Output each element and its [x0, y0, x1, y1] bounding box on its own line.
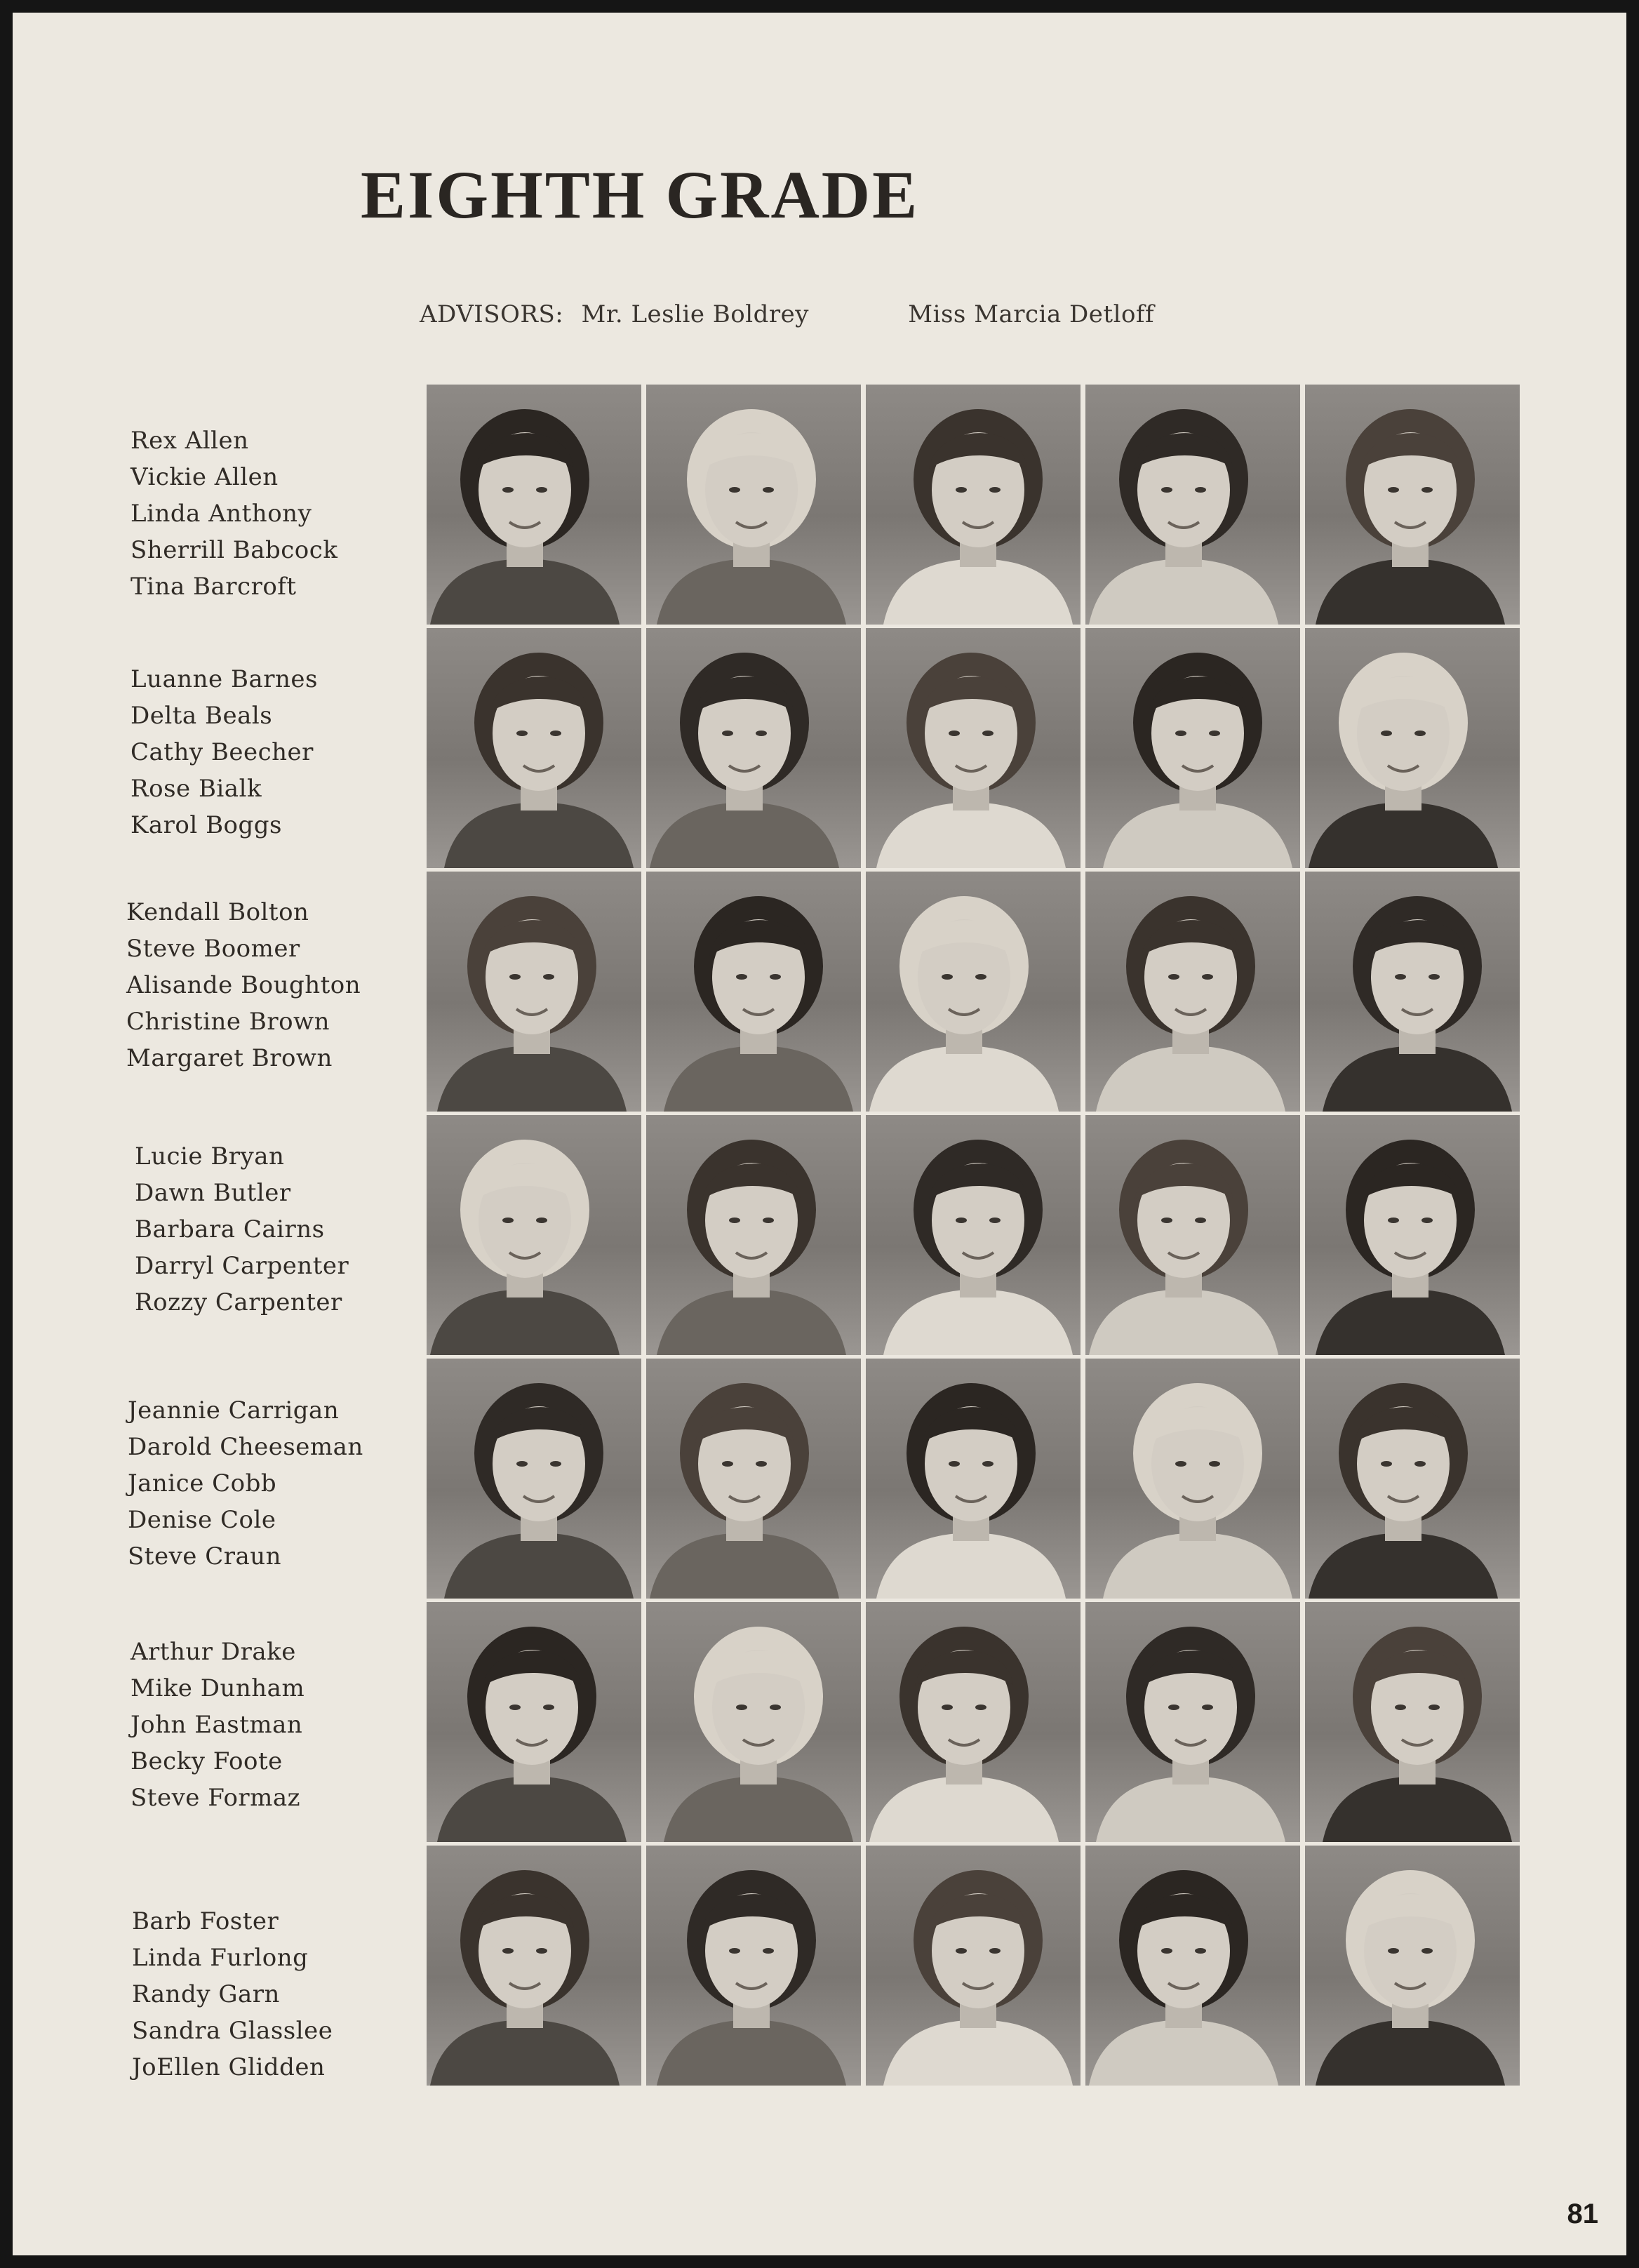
student-name: Tina Barcroft [131, 573, 297, 601]
student-name: Rex Allen [131, 427, 249, 455]
student-name: Randy Garn [132, 1980, 280, 2008]
student-name: Luanne Barnes [131, 665, 318, 693]
student-name: Rose Bialk [131, 775, 262, 803]
student-name: Rozzy Carpenter [135, 1288, 342, 1316]
student-portrait [1085, 872, 1300, 1112]
student-name: Karol Boggs [131, 811, 283, 839]
student-name: Sherrill Babcock [131, 536, 338, 564]
name-list-row-2 [131, 661, 425, 843]
student-portrait [1085, 1846, 1300, 2086]
page-title: EIGHTH GRADE [361, 157, 920, 232]
student-portrait [1305, 628, 1520, 868]
student-name: Margaret Brown [126, 1044, 333, 1072]
student-portrait [646, 385, 861, 625]
name-list-row-3 [126, 894, 421, 1076]
student-portrait [427, 872, 641, 1112]
student-name: Steve Boomer [126, 935, 300, 963]
student-portrait [427, 1602, 641, 1842]
student-portrait [646, 1846, 861, 2086]
student-portrait [1305, 1115, 1520, 1355]
student-portrait [866, 872, 1081, 1112]
student-name: Sandra Glasslee [132, 2017, 333, 2045]
student-portrait [1085, 1115, 1300, 1355]
student-portrait [1085, 1602, 1300, 1842]
student-name: John Eastman [131, 1711, 303, 1739]
student-portrait [866, 1602, 1081, 1842]
student-name: Denise Cole [128, 1506, 276, 1534]
student-portrait [1305, 1602, 1520, 1842]
student-name: Becky Foote [131, 1747, 283, 1775]
student-portrait [866, 385, 1081, 625]
name-list-row-1 [131, 422, 425, 605]
student-name: Janice Cobb [128, 1469, 277, 1497]
student-name: Linda Anthony [131, 500, 312, 528]
student-portrait [1305, 1359, 1520, 1599]
student-name: Alisande Boughton [126, 971, 361, 999]
student-name: Barbara Cairns [135, 1215, 325, 1243]
student-portrait [1085, 385, 1300, 625]
student-name: Delta Beals [131, 702, 273, 730]
student-portrait [646, 872, 861, 1112]
student-portrait [1085, 628, 1300, 868]
student-name: JoEllen Glidden [132, 2053, 326, 2081]
yearbook-page [13, 13, 1626, 2255]
student-portrait [866, 1359, 1081, 1599]
student-name: Vickie Allen [131, 463, 279, 491]
student-name: Dawn Butler [135, 1179, 291, 1207]
student-portrait [646, 1115, 861, 1355]
advisors-label: ADVISORS: [420, 300, 564, 328]
portrait-grid [427, 385, 1521, 2086]
student-portrait [646, 1359, 861, 1599]
student-portrait [866, 1846, 1081, 2086]
name-list-row-4 [135, 1138, 429, 1321]
student-name: Linda Furlong [132, 1944, 309, 1972]
student-name: Steve Formaz [131, 1784, 301, 1812]
student-portrait [427, 385, 641, 625]
student-portrait [866, 628, 1081, 868]
student-portrait [1305, 1846, 1520, 2086]
name-list-row-6 [131, 1634, 425, 1816]
name-list-row-7 [132, 1903, 427, 2086]
student-name: Darold Cheeseman [128, 1433, 363, 1461]
student-portrait [1085, 1359, 1300, 1599]
student-name: Steve Craun [128, 1542, 282, 1570]
student-name: Arthur Drake [131, 1638, 296, 1666]
student-name: Jeannie Carrigan [128, 1396, 340, 1425]
student-portrait [427, 1115, 641, 1355]
student-name: Christine Brown [126, 1008, 330, 1036]
student-portrait [866, 1115, 1081, 1355]
student-portrait [427, 1846, 641, 2086]
page-number: 81 [1567, 2199, 1598, 2229]
name-list-row-5 [128, 1392, 422, 1575]
student-name: Darryl Carpenter [135, 1252, 349, 1280]
advisors-line [420, 300, 1154, 328]
student-name: Kendall Bolton [126, 898, 309, 926]
student-portrait [427, 628, 641, 868]
advisor-name-1: Mr. Leslie Boldrey [581, 300, 809, 328]
student-name: Lucie Bryan [135, 1142, 285, 1170]
student-portrait [646, 1602, 861, 1842]
student-name: Cathy Beecher [131, 738, 314, 766]
student-portrait [646, 628, 861, 868]
student-portrait [1305, 872, 1520, 1112]
student-portrait [427, 1359, 641, 1599]
student-portrait [1305, 385, 1520, 625]
student-name: Mike Dunham [131, 1674, 305, 1702]
student-name: Barb Foster [132, 1907, 279, 1935]
advisor-name-2: Miss Marcia Detloff [908, 300, 1155, 328]
